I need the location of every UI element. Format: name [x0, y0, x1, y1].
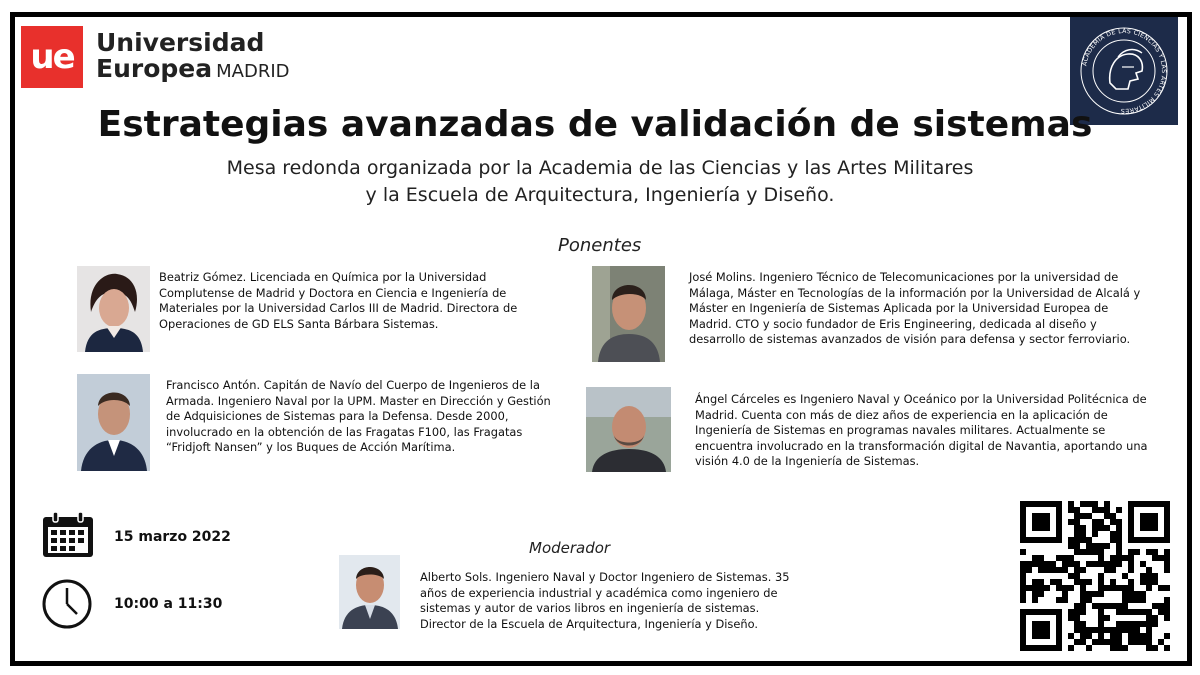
clock-icon	[41, 578, 93, 630]
ue-logo	[21, 26, 83, 88]
university-line1: Universidad	[96, 28, 265, 57]
ponentes-heading: Ponentes	[558, 235, 642, 256]
subtitle-line2: y la Escuela de Arquitectura, Ingeniería y Diseño.	[365, 184, 835, 206]
moderator-photo-sols	[339, 555, 400, 629]
speaker-bio-anton: Francisco Antón. Capitán de Navío del Cuerpo de Ingenieros de la Armada. Ingeniero Naval por la UPM. Master en Dirección y Gestión de Adquisiciones de Sistemas para la Defensa. Desde 2000, involucrado en la obtención de las Fragatas F100, las Fragatas “Fridjoft Nansen” y los Buques de Acción Marítima.	[166, 378, 551, 455]
speaker-photo-gomez	[77, 266, 150, 352]
calendar-icon	[41, 511, 95, 559]
moderator-bio-sols: Alberto Sols. Ingeniero Naval y Doctor Ingeniero de Sistemas. 35 años de experiencia industrial y académica como ingeniero de sistemas y autor de varios libros en ingeniería de sistemas. Director de la Escuela de Arquitectura, Ingeniería y Diseño.	[420, 570, 790, 631]
university-line2: Europea	[96, 54, 213, 83]
university-city: MADRID	[216, 61, 290, 82]
event-title: Estrategias avanzadas de validación de sistemas	[97, 104, 1093, 145]
qr-code-icon[interactable]	[1016, 497, 1174, 652]
academia-logo-text: ACADEMIA DE LAS CIENCIAS Y LAS ARTES MILITARES	[1081, 27, 1168, 115]
speaker-photo-molins	[592, 266, 665, 362]
subtitle-line1: Mesa redonda organizada por la Academia de las Ciencias y las Artes Militares	[226, 157, 974, 179]
speaker-bio-gomez: Beatriz Gómez. Licenciada en Química por la Universidad Complutense de Madrid y Doctora en Ciencia e Ingeniería de Materiales por la Universidad Carlos III de Madrid. Directora de Operaciones de GD ELS Santa Bárbara Sistemas.	[159, 270, 518, 331]
moderador-heading: Moderador	[529, 539, 611, 557]
speaker-bio-carceles: Ángel Cárceles es Ingeniero Naval y Oceánico por la Universidad Politécnica de Madrid. Cuenta con más de diez años de experiencia en la aplicación de Ingeniería de Sistemas en programas navales militares. Actualmente se encuentra involucrado en la transformación digital de Navantia, aportando una visión 4.0 de la Ingeniería de Sistemas.	[695, 392, 1148, 469]
event-time: 10:00 a 11:30	[114, 596, 223, 612]
university-name	[96, 30, 290, 85]
event-date: 15 marzo 2022	[114, 529, 231, 545]
speaker-photo-carceles	[586, 387, 671, 472]
speaker-photo-anton	[77, 374, 150, 471]
speaker-bio-molins: José Molins. Ingeniero Técnico de Telecomunicaciones por la universidad de Málaga, Máster en Tecnologías de la información por la Universidad de Alcalá y Máster en Ingeniería de Sistemas Aplicada por la Universidad Europea de Madrid. CTO y socio fundador de Eris Engineering, dedicada al diseño y desarrollo de sistemas avanzados de visión para defensa y sector ferroviario.	[689, 270, 1141, 347]
ue-logo-mark: ue	[30, 37, 74, 77]
